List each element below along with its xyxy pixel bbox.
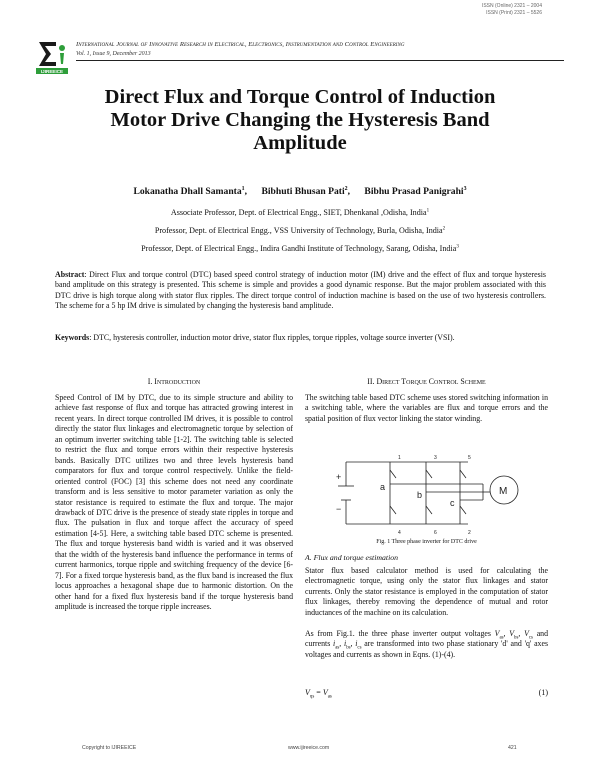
- author-name: Lokanatha Dhall Samanta: [133, 186, 242, 197]
- switch-label-1: 1: [398, 455, 401, 461]
- symbol-vas: V: [494, 629, 500, 638]
- symbol-vbs: V: [509, 629, 515, 638]
- subsection-heading-flux-torque-estimation: A. Flux and torque estimation: [305, 553, 399, 562]
- affiliation-text: Professor, Dept. of Electrical Engg., VSS University of Technology, Burla, Odisha, India: [154, 226, 443, 235]
- para-text-start: As from Fig.1. the three phase inverter output voltages: [305, 629, 491, 638]
- affiliation-sup: 3: [456, 244, 459, 250]
- dtc-scheme-intro: The switching table based DTC scheme uses stored switching information in a switching table, where the variables are flux and torque errors and the spatial position of flux vector linking the stator winding.: [305, 393, 548, 423]
- title-line-3: Amplitude: [253, 132, 347, 154]
- keywords: [55, 333, 546, 343]
- equation-lhs: V: [305, 688, 310, 697]
- affiliation-1: [30, 208, 570, 217]
- logo-text: IJIREEICE: [40, 69, 64, 74]
- section-heading-dtc-scheme: II. Direct Torque Control Scheme: [367, 377, 486, 386]
- symbol-ics: i: [355, 639, 358, 649]
- author-sup: 2: [344, 185, 348, 192]
- title-line-1: Direct Flux and Torque Control of Induction: [104, 86, 496, 108]
- journal-logo: [36, 40, 68, 74]
- journal-volume: Vol. 1, Issue 9, December 2013: [76, 51, 151, 57]
- symbol-vas-sub: as: [499, 635, 504, 641]
- abstract: [55, 270, 546, 312]
- symbol-ics-sub: cs: [357, 646, 362, 652]
- figure-inverter-diagram: [318, 450, 538, 536]
- para-text-mid: and currents: [305, 629, 549, 649]
- author-sup: 3: [463, 185, 467, 192]
- switch-label-4: 4: [398, 530, 401, 536]
- author-name: Bibhu Prasad Panigrahi: [364, 186, 464, 197]
- abstract-label: Abstract: [55, 270, 85, 279]
- symbol-ibs-sub: bs: [346, 646, 351, 652]
- switch-label-5: 5: [468, 455, 471, 461]
- phase-label-c: c: [450, 498, 455, 508]
- abstract-text: : Direct Flux and torque control (DTC) based speed control strategy of induction motor (IM) drive and the effect of flux and torque hysteresis band amplitude on this strategy is presented. This scheme is simple and provides a good dynamic response. But the major problem associated with this DTC drive is high torque along with stator flux ripples. The direct torque control of induction machine is based on the use of two hysteresis controllers. The scheme for a 5 hp IM drive is simulated by changing the hysteresis band amplitude.: [55, 270, 546, 311]
- section-heading-introduction: I. Introduction: [147, 377, 201, 386]
- symbol-vcs-sub: cs: [528, 635, 533, 641]
- issn-online: ISSN (Online) 2321 – 2004: [481, 3, 542, 9]
- title-line-2: Motor Drive Changing the Hysteresis Band: [110, 109, 490, 131]
- issn-block: [482, 3, 542, 17]
- affiliation-text: Professor, Dept. of Electrical Engg., Indira Gandhi Institute of Technology, Sarang, Odisha, India: [141, 244, 457, 253]
- equation-number: (1): [538, 688, 548, 697]
- equation-1: $V_{qs} = V_{as}$: [305, 688, 332, 700]
- switch-label-2: 2: [468, 530, 471, 536]
- journal-name: International Journal of Innovative Research in Electrical, Electronics, Instrumentation and Control Engineering: [76, 41, 405, 48]
- svg-text:+: +: [336, 472, 342, 482]
- symbol-ibs: i: [344, 639, 347, 649]
- equation-rhs-sub: as: [327, 694, 332, 700]
- paper-title: [60, 86, 540, 155]
- symbol-vcs: V: [524, 629, 529, 638]
- author-name: Bibhuti Bhusan Pati: [261, 186, 345, 197]
- introduction-body: Speed Control of IM by DTC, due to its simple structure and ability to achieve fast response of flux and torque has attracted growing interest in recent years. In direct torque controlled IM drives, it is possible to control directly the stator flux linkages and electromagnetic torque by selection of an optimum inverter switching table [1-2]. The switching table is selected to restrict the flux and torque errors within their respective hysteresis bands. Basically DTC utilizes two and three levels hysteresis band comparators for flux and torque control respectively. Unlike the field-oriented control (FOC) [3] this scheme does not need any coordinate transform and is less sensitive to motor parameter variation as only the stator resistance is required to estimate the flux and torque. The major drawback of DTC drive is the presence of steady state ripples in torque and flux. The pulsation in flux and torque affect the accuracy of speed estimation [4-5]. Here, a switching table based DTC scheme is presented. The flux and torque hysteresis band width is varied and it was observed that the width of the hysteresis band influence the performance in terms of current harmonics, torque ripple and switching frequency of the device [6-7]. For a fixed torque hysteresis band, as the flux band is increased the flux locus approaches a hexagonal shape due to harmonic distortion. On the other hand for a fixed flux hysteresis band if the torque hysteresis band amplitude is increased the torque ripple increases.: [55, 393, 293, 612]
- equation-lhs-sub: qs: [309, 694, 315, 700]
- symbol-ias-sub: as: [335, 646, 340, 652]
- issn-print: ISSN (Print) 2321 – 5526: [486, 10, 542, 16]
- keywords-label: Keywords: [55, 333, 90, 342]
- svg-text:−: −: [336, 504, 342, 514]
- transformation-paragraph: As from Fig.1. the three phase inverter output voltages $V_{as}$, $V_{bs}$, $V_{cs}$ and currents $i_{as}$, $i_{bs}$, $i_{cs}$ are transformed into two phase stationary 'd' and 'q' axes voltages and currents as shown in Eqns. (1)-(4).: [305, 629, 549, 659]
- affiliation-sup: 2: [442, 226, 446, 232]
- header-rule: [76, 60, 564, 61]
- symbol-vbs-sub: bs: [514, 635, 519, 641]
- footer-page-number: 421: [508, 745, 517, 751]
- affiliation-2: [30, 226, 570, 235]
- footer-url: www.ijireeice.com: [288, 745, 330, 751]
- affiliation-text: Associate Professor, Dept. of Electrical Engg., SIET, Dhenkanal ,Odisha, India: [170, 208, 427, 217]
- keywords-text: : DTC, hysteresis controller, induction motor drive, stator flux ripples, torque ripples, voltage source inverter (VSI).: [89, 333, 455, 342]
- footer-copyright: Copyright to IJIREEICE: [82, 745, 137, 751]
- switch-label-6: 6: [434, 530, 437, 536]
- author-sup: 1: [241, 185, 245, 192]
- switch-label-3: 3: [434, 455, 437, 461]
- motor-label: M: [499, 486, 508, 497]
- phase-label-b: b: [417, 490, 423, 500]
- affiliation-3: [30, 244, 570, 253]
- flux-estimation-paragraph: Stator flux based calculator method is used for calculating the electromagnetic torque, using only the stator flux linkages and stator currents. Only the stator resistance is employed in the computation of stator flux linkages, thereby removing the dependence of mutual and rotor inductances of the machine on its calculation.: [305, 566, 548, 617]
- equation-rhs: V: [322, 688, 328, 697]
- phase-label-a: a: [380, 482, 386, 492]
- figure-caption: Fig. 1 Three phase inverter for DTC drive: [376, 539, 477, 545]
- author-list: Lokanatha Dhall Samanta$^1$, Bibhuti Bhusan Pati$^2$, Bibhu Prasad Panigrahi$^3$: [133, 185, 467, 197]
- affiliation-sup: 1: [426, 208, 430, 214]
- symbol-ias: i: [333, 639, 336, 649]
- para-text-end: are transformed into two phase stationary 'd' and 'q' axes voltages and currents as shown in Eqns. (1)-(4).: [305, 639, 549, 659]
